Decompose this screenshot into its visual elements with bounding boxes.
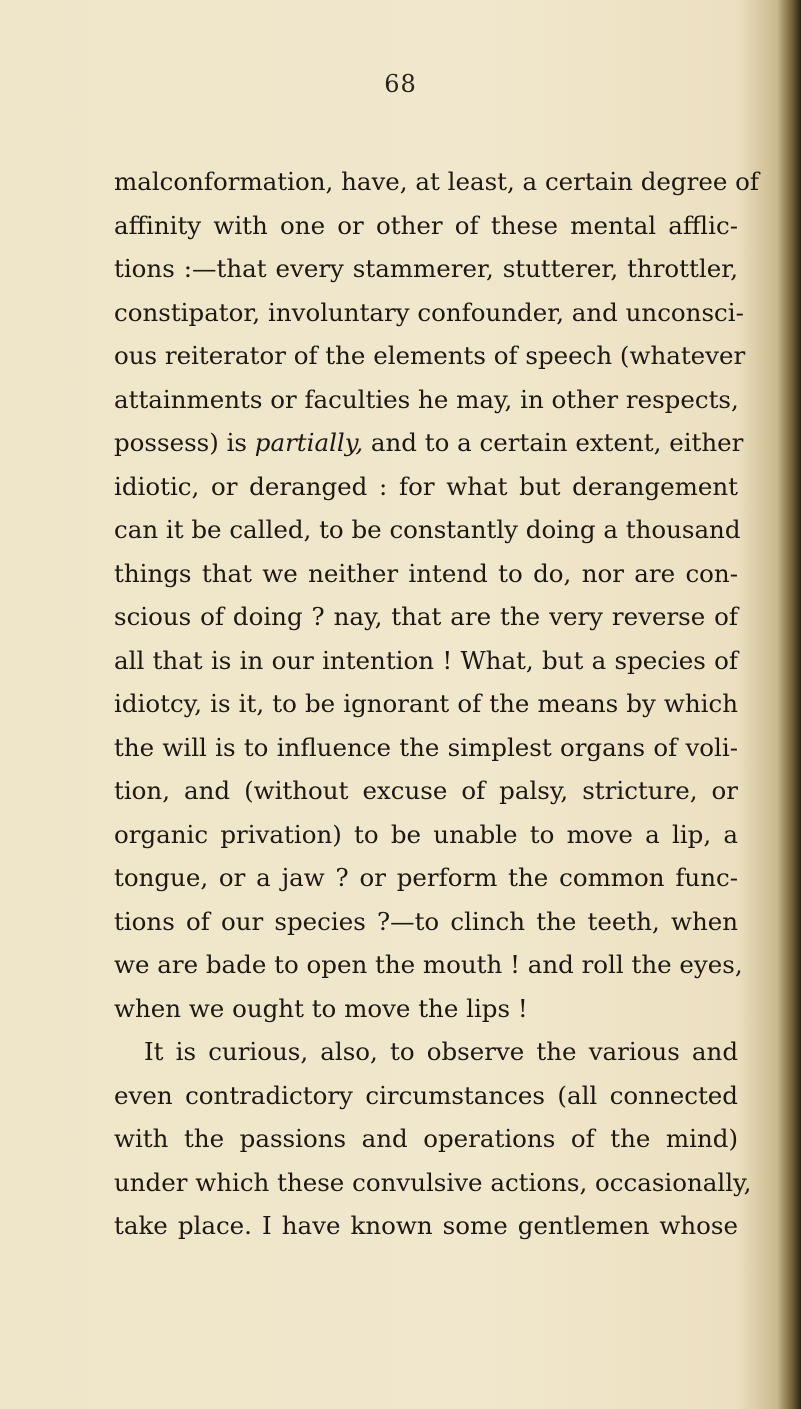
text-segment: and to a certain extent, either xyxy=(363,428,744,457)
italic-emphasis: partially, xyxy=(254,428,364,457)
text-line: organic privation) to be unable to move a lip, a xyxy=(114,819,738,849)
text-line: with the passions and operations of the mind) xyxy=(114,1124,738,1153)
text-line: tongue, or a jaw ? or perform the common func- xyxy=(114,863,738,892)
text-line: the will is to influence the simplest organs of voli- xyxy=(114,732,738,762)
text-line: ous reiterator of the elements of speech (whatever xyxy=(114,341,746,370)
text-line: things that we neither intend to do, nor are con- xyxy=(114,558,738,588)
text-segment: possess) is xyxy=(114,428,255,457)
page-number: 68 xyxy=(384,70,417,98)
text-line-paragraph-start: It is curious, also, to observe the various and xyxy=(144,1037,738,1066)
text-line: malconformation, have, at least, a certain degree of xyxy=(114,167,759,196)
text-line xyxy=(114,421,744,465)
text-line: take place. I have known some gentlemen whose xyxy=(114,1211,738,1240)
text-line: constipator, involuntary confounder, and unconsci- xyxy=(114,297,744,327)
text-line: even contradictory circumstances (all connected xyxy=(114,1080,738,1110)
text-line: tion, and (without excuse of palsy, stricture, or xyxy=(114,776,738,805)
text-line: can it be called, to be constantly doing a thousand xyxy=(114,515,741,544)
text-line: affinity with one or other of these mental afflic- xyxy=(114,210,738,240)
text-line: idiotcy, is it, to be ignorant of the means by which xyxy=(114,689,738,718)
body-text xyxy=(114,160,759,1248)
text-line: tions of our species ?—to clinch the teeth, when xyxy=(114,906,738,936)
text-line: scious of doing ? nay, that are the very reverse of xyxy=(114,602,738,631)
text-line: we are bade to open the mouth ! and roll the eyes, xyxy=(114,950,743,979)
text-line: all that is in our intention ! What, but a species of xyxy=(114,645,738,675)
text-line: attainments or faculties he may, in other respects, xyxy=(114,384,739,414)
text-line: tions :—that every stammerer, stutterer, throttler, xyxy=(114,254,738,283)
text-line: under which these convulsive actions, occasionally, xyxy=(114,1167,752,1197)
text-line: idiotic, or deranged : for what but derangement xyxy=(114,471,738,501)
text-line-paragraph-end: when we ought to move the lips ! xyxy=(114,993,528,1023)
